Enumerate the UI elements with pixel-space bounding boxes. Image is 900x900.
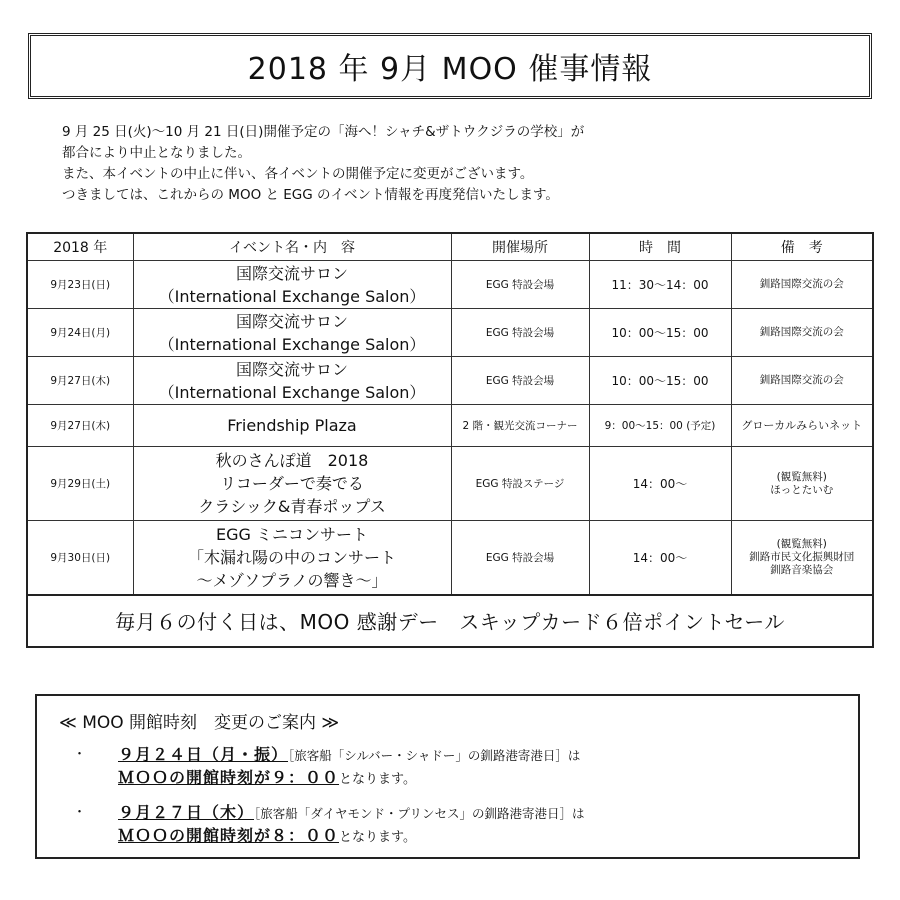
event-note-line: (観覧無料) <box>776 470 827 483</box>
event-name-line: リコーダーで奏でる <box>220 474 364 493</box>
event-name-line: （International Exchange Salon） <box>158 334 426 354</box>
event-note-line: 釧路国際交流の会 <box>759 278 844 290</box>
event-note <box>731 405 873 447</box>
event-note-line: (観覧無料) <box>776 537 827 550</box>
event-date: 9月30日(日) <box>27 521 133 595</box>
event-time: 14：00～ <box>589 447 731 521</box>
event-name <box>133 405 451 447</box>
intro-line: また、本イベントの中止に伴い、各イベントの開催予定に変更がございます。 <box>62 166 534 182</box>
event-name-line: （International Exchange Salon） <box>158 286 426 306</box>
event-note-line: グローカルみらいネット <box>741 419 863 432</box>
event-note-line: 釧路国際交流の会 <box>759 326 844 338</box>
event-note <box>731 309 873 357</box>
table-row <box>27 521 873 595</box>
table-footer-row <box>27 595 873 647</box>
header-year: 2018 年 <box>27 233 133 261</box>
notice-change: ＭＯＯの開館時刻が８：００ <box>118 826 340 845</box>
event-note <box>731 447 873 521</box>
event-note <box>731 357 873 405</box>
event-time: 9：00～15：00 (予定) <box>589 405 731 447</box>
event-name-line: 国際交流サロン <box>235 263 348 283</box>
page-title <box>30 35 870 97</box>
event-name <box>133 521 451 595</box>
event-note-line: ほっとたいむ <box>770 483 834 496</box>
event-name-line: EGG ミニコンサート <box>216 524 368 544</box>
event-venue: EGG 特設会場 <box>451 521 589 595</box>
event-name <box>133 447 451 521</box>
event-time: 10：00～15：00 <box>589 357 731 405</box>
event-date: 9月23日(日) <box>27 261 133 309</box>
table-row <box>27 261 873 309</box>
event-name <box>133 261 451 309</box>
page-title-text: 2018 年 9月 MOO 催事情報 <box>247 52 653 87</box>
intro-line: つきましては、これからの MOO と EGG のイベント情報を再度発信いたします。 <box>62 187 559 203</box>
event-name-line: 「木漏れ陽の中のコンサート <box>187 547 396 567</box>
event-note-line: 釧路音楽協会 <box>770 563 834 576</box>
event-note-line: 釧路国際交流の会 <box>759 374 844 386</box>
event-name-line: 秋のさんぽ道 2018 <box>215 451 369 470</box>
header-time: 時 間 <box>589 233 731 261</box>
intro-line: 都合により中止となりました。 <box>62 145 251 161</box>
notice-date: ９月２４日（月・振） <box>118 745 289 764</box>
event-name <box>133 357 451 405</box>
notice-detail: ［旅客船「ダイヤモンド・プリンセス」の釧路港寄港日］は <box>254 806 585 821</box>
event-name-line: 国際交流サロン <box>235 311 348 331</box>
events-table <box>26 232 874 648</box>
event-venue: EGG 特設会場 <box>451 261 589 309</box>
table-header-row <box>27 233 873 261</box>
event-date: 9月27日(木) <box>27 405 133 447</box>
notice-title: ≪ MOO 開館時刻 変更のご案内 ≫ <box>59 713 340 733</box>
intro-line: 9 月 25 日(火)～10 月 21 日(日)開催予定の「海へ！シャチ&ザトウクジラの学校」が <box>62 124 585 140</box>
event-venue: EGG 特設ステージ <box>451 447 589 521</box>
event-date: 9月27日(木) <box>27 357 133 405</box>
event-note <box>731 261 873 309</box>
opening-time-notice <box>35 694 860 859</box>
table-row <box>27 405 873 447</box>
notice-suffix: となります。 <box>339 830 416 845</box>
table-row <box>27 357 873 405</box>
event-venue: EGG 特設会場 <box>451 309 589 357</box>
event-name-line: 国際交流サロン <box>235 359 348 379</box>
event-name-line: （International Exchange Salon） <box>158 382 426 402</box>
table-row <box>27 309 873 357</box>
notice-suffix: となります。 <box>339 772 416 787</box>
notice-detail: ［旅客船「シルバー・シャドー」の釧路港寄港日］は <box>288 748 581 763</box>
intro-notice <box>62 122 862 206</box>
thanks-day-banner: 毎月６の付く日は、MOO 感謝デー スキップカード６倍ポイントセール <box>27 595 873 647</box>
event-venue: 2 階・観光交流コーナー <box>451 405 589 447</box>
event-note-line: 釧路市民文化振興財団 <box>749 550 855 563</box>
header-venue: 開催場所 <box>451 233 589 261</box>
header-note: 備 考 <box>731 233 873 261</box>
event-venue: EGG 特設会場 <box>451 357 589 405</box>
event-name-line: Friendship Plaza <box>227 416 357 435</box>
event-time: 11：30～14：00 <box>589 261 731 309</box>
event-note <box>731 521 873 595</box>
event-name <box>133 309 451 357</box>
header-event: イベント名・内 容 <box>133 233 451 261</box>
bullet: ・ <box>73 747 87 762</box>
event-date: 9月24日(月) <box>27 309 133 357</box>
event-date: 9月29日(土) <box>27 447 133 521</box>
event-time: 10：00～15：00 <box>589 309 731 357</box>
event-time: 14：00～ <box>589 521 731 595</box>
notice-date: ９月２７日（木） <box>118 803 255 822</box>
notice-change: ＭＯＯの開館時刻が９：００ <box>118 768 340 787</box>
event-name-line: ～メゾソプラノの響き～」 <box>196 570 388 590</box>
table-row <box>27 447 873 521</box>
event-name-line: クラシック&青春ポップス <box>198 497 386 516</box>
bullet: ・ <box>73 805 87 820</box>
